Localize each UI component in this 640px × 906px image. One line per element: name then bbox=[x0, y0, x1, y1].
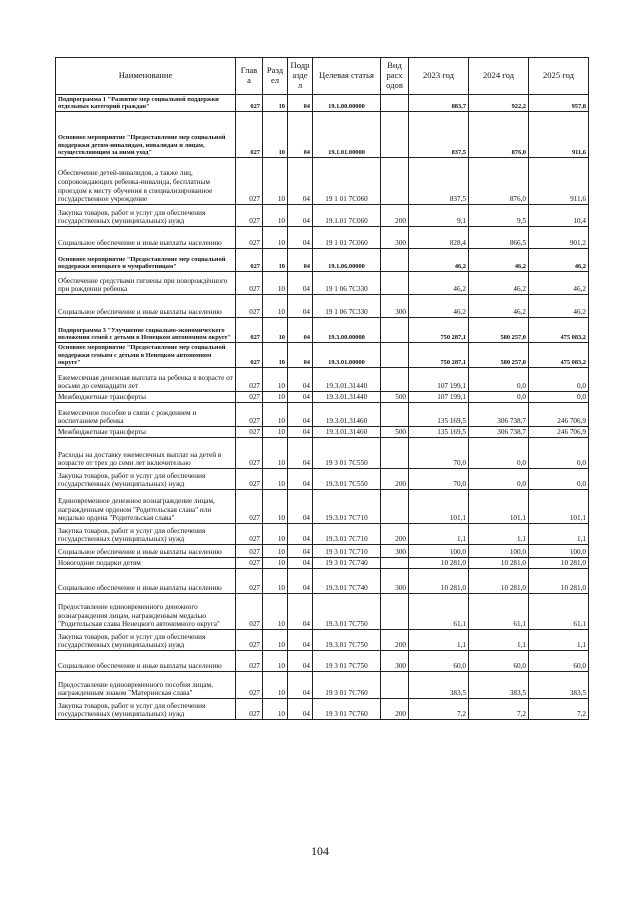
row-name: Подпрограмма 1 "Развитие мер социальной поддержки отдельных категорий граждан" bbox=[56, 95, 236, 112]
row-2025: 60,0 bbox=[529, 651, 589, 672]
row-razdel: 10 bbox=[263, 594, 288, 630]
row-2024: 306 738,7 bbox=[469, 427, 529, 438]
row-podrazdel: 04 bbox=[288, 438, 313, 469]
row-name: Ежемесячная денежная выплата на ребенка в возрасте от восьми до семнадцати лет bbox=[56, 368, 236, 392]
row-glava: 027 bbox=[236, 651, 263, 672]
row-glava: 027 bbox=[236, 403, 263, 427]
row-2025: 46,2 bbox=[529, 295, 589, 318]
row-2025: 7,2 bbox=[529, 699, 589, 720]
row-glava: 027 bbox=[236, 699, 263, 720]
row-vid bbox=[381, 403, 409, 427]
row-2025: 10,4 bbox=[529, 205, 589, 227]
row-target: 19.3.01.31460 bbox=[313, 427, 381, 438]
row-2023: 101,1 bbox=[409, 490, 469, 524]
table-row bbox=[56, 295, 589, 318]
header-razdel: Разд ел bbox=[263, 58, 288, 95]
row-2025: 0,0 bbox=[529, 392, 589, 403]
header-2023: 2023 год bbox=[409, 58, 469, 95]
budget-sheet bbox=[55, 57, 588, 720]
row-2025: 0,0 bbox=[529, 438, 589, 469]
row-podrazdel: 04 bbox=[288, 249, 313, 272]
row-2023: 10 281,0 bbox=[409, 569, 469, 594]
row-2025: 383,5 bbox=[529, 672, 589, 699]
row-glava: 027 bbox=[236, 594, 263, 630]
row-vid bbox=[381, 594, 409, 630]
table-row bbox=[56, 392, 589, 403]
row-vid bbox=[381, 343, 409, 368]
row-name: Социальное обеспечение и иные выплаты населению bbox=[56, 295, 236, 318]
row-2023: 70,0 bbox=[409, 438, 469, 469]
row-2024: 60,0 bbox=[469, 651, 529, 672]
row-podrazdel: 04 bbox=[288, 343, 313, 368]
row-glava: 027 bbox=[236, 427, 263, 438]
table-row bbox=[56, 95, 589, 112]
row-2025: 246 706,9 bbox=[529, 427, 589, 438]
row-2024: 0,0 bbox=[469, 368, 529, 392]
row-vid bbox=[381, 368, 409, 392]
row-target: 19.3.00.00000 bbox=[313, 318, 381, 343]
row-2024: 580 257,0 bbox=[469, 343, 529, 368]
row-glava: 027 bbox=[236, 368, 263, 392]
row-podrazdel: 04 bbox=[288, 318, 313, 343]
table-header-row bbox=[56, 58, 589, 95]
row-glava: 027 bbox=[236, 227, 263, 249]
row-target: 19.3.01 7С750 bbox=[313, 594, 381, 630]
row-name: Социальное обеспечение и иные выплаты населению bbox=[56, 569, 236, 594]
table-row bbox=[56, 158, 589, 205]
row-glava: 027 bbox=[236, 158, 263, 205]
row-name: Обеспечение детей-инвалидов, а также лиц, сопровождающих ребенка-инвалида, бесплатным проездом к месту обучения в специализированное государственное учреждение bbox=[56, 158, 236, 205]
row-target: 19.3.01 7С740 bbox=[313, 569, 381, 594]
row-razdel: 10 bbox=[263, 272, 288, 295]
row-vid bbox=[381, 438, 409, 469]
table-row bbox=[56, 227, 589, 249]
row-podrazdel: 04 bbox=[288, 672, 313, 699]
row-razdel: 10 bbox=[263, 392, 288, 403]
row-2024: 0,0 bbox=[469, 438, 529, 469]
row-2023: 883,7 bbox=[409, 95, 469, 112]
row-glava: 027 bbox=[236, 112, 263, 158]
row-2023: 828,4 bbox=[409, 227, 469, 249]
row-2024: 580 257,0 bbox=[469, 318, 529, 343]
header-podrazdel: Подр азде л bbox=[288, 58, 313, 95]
row-razdel: 10 bbox=[263, 438, 288, 469]
row-name: Основное мероприятие "Предоставление мер социальной поддержки семьям с детьми в Ненецком автономном округе" bbox=[56, 343, 236, 368]
row-name: Закупка товаров, работ и услуг для обеспечения государственных (муниципальных) нужд bbox=[56, 524, 236, 545]
row-2024: 46,2 bbox=[469, 295, 529, 318]
row-target: 19.3.01.00000 bbox=[313, 343, 381, 368]
row-2023: 46,2 bbox=[409, 295, 469, 318]
table-row bbox=[56, 558, 589, 569]
row-podrazdel: 04 bbox=[288, 205, 313, 227]
row-2024: 1,1 bbox=[469, 524, 529, 545]
row-razdel: 10 bbox=[263, 158, 288, 205]
row-target: 19 1 06 7С330 bbox=[313, 272, 381, 295]
table-row bbox=[56, 112, 589, 158]
row-podrazdel: 04 bbox=[288, 469, 313, 490]
row-razdel: 10 bbox=[263, 112, 288, 158]
row-name: Расходы на доставку ежемесячных выплат на детей в возрасте от трех до семи лет включительно bbox=[56, 438, 236, 469]
row-glava: 027 bbox=[236, 438, 263, 469]
row-2024: 7,2 bbox=[469, 699, 529, 720]
row-vid: 300 bbox=[381, 651, 409, 672]
row-vid: 200 bbox=[381, 205, 409, 227]
row-vid: 300 bbox=[381, 569, 409, 594]
table-row bbox=[56, 318, 589, 343]
row-target: 19 1 01 7С060 bbox=[313, 227, 381, 249]
row-vid: 200 bbox=[381, 524, 409, 545]
row-razdel: 10 bbox=[263, 343, 288, 368]
row-name: Социальное обеспечение и иные выплаты населению bbox=[56, 227, 236, 249]
row-razdel: 10 bbox=[263, 205, 288, 227]
header-target: Целевая статья bbox=[313, 58, 381, 95]
table-row bbox=[56, 594, 589, 630]
row-glava: 027 bbox=[236, 558, 263, 569]
row-2023: 383,5 bbox=[409, 672, 469, 699]
row-2023: 837,5 bbox=[409, 158, 469, 205]
row-name: Межбюджетные трансферты bbox=[56, 392, 236, 403]
row-podrazdel: 04 bbox=[288, 569, 313, 594]
table-row bbox=[56, 699, 589, 720]
row-glava: 027 bbox=[236, 205, 263, 227]
row-target: 19.3.01.31460 bbox=[313, 403, 381, 427]
row-glava: 027 bbox=[236, 630, 263, 651]
row-target: 19 3 01 7С760 bbox=[313, 672, 381, 699]
row-vid: 200 bbox=[381, 630, 409, 651]
row-razdel: 10 bbox=[263, 672, 288, 699]
row-razdel: 10 bbox=[263, 227, 288, 249]
table-row bbox=[56, 403, 589, 427]
row-vid: 500 bbox=[381, 392, 409, 403]
row-name: Закупка товаров, работ и услуг для обеспечения государственных (муниципальных) нужд bbox=[56, 469, 236, 490]
row-target: 19.1.01.00000 bbox=[313, 112, 381, 158]
row-2023: 46,2 bbox=[409, 249, 469, 272]
row-name: Закупка товаров, работ и услуг для обеспечения государственных (муниципальных) нужд bbox=[56, 699, 236, 720]
row-glava: 027 bbox=[236, 469, 263, 490]
row-razdel: 10 bbox=[263, 318, 288, 343]
row-2023: 7,2 bbox=[409, 699, 469, 720]
row-podrazdel: 04 bbox=[288, 651, 313, 672]
row-glava: 027 bbox=[236, 524, 263, 545]
row-target: 19 3 01 7С740 bbox=[313, 558, 381, 569]
row-target: 19 1 06 7С330 bbox=[313, 295, 381, 318]
row-2023: 100,0 bbox=[409, 545, 469, 558]
row-glava: 027 bbox=[236, 545, 263, 558]
table-row bbox=[56, 368, 589, 392]
row-name: Социальное обеспечение и иные выплаты населению bbox=[56, 545, 236, 558]
row-target: 19 3 01 7С750 bbox=[313, 651, 381, 672]
row-2025: 475 083,2 bbox=[529, 343, 589, 368]
page-number: 104 bbox=[311, 844, 329, 858]
row-target: 19.3.01.31440 bbox=[313, 392, 381, 403]
row-podrazdel: 04 bbox=[288, 295, 313, 318]
row-glava: 027 bbox=[236, 95, 263, 112]
row-podrazdel: 04 bbox=[288, 524, 313, 545]
row-name: Межбюджетные трансферты bbox=[56, 427, 236, 438]
row-2024: 876,0 bbox=[469, 158, 529, 205]
row-name: Закупка товаров, работ и услуг для обеспечения государственных (муниципальных) нужд bbox=[56, 205, 236, 227]
row-razdel: 10 bbox=[263, 699, 288, 720]
row-razdel: 10 bbox=[263, 368, 288, 392]
row-glava: 027 bbox=[236, 272, 263, 295]
row-name: Ежемесячное пособие в связи с рождением и воспитанием ребенка bbox=[56, 403, 236, 427]
row-glava: 027 bbox=[236, 392, 263, 403]
row-2025: 46,2 bbox=[529, 249, 589, 272]
row-glava: 027 bbox=[236, 490, 263, 524]
row-name: Обеспечение средствами гигиены при новорождённого при рождении ребенка bbox=[56, 272, 236, 295]
row-glava: 027 bbox=[236, 343, 263, 368]
table-row bbox=[56, 545, 589, 558]
row-2025: 101,1 bbox=[529, 490, 589, 524]
row-vid bbox=[381, 95, 409, 112]
row-podrazdel: 04 bbox=[288, 558, 313, 569]
row-podrazdel: 04 bbox=[288, 112, 313, 158]
row-razdel: 10 bbox=[263, 630, 288, 651]
row-2023: 107 199,1 bbox=[409, 368, 469, 392]
row-name: Социальное обеспечение и иные выплаты населению bbox=[56, 651, 236, 672]
row-2023: 135 169,5 bbox=[409, 427, 469, 438]
table-row bbox=[56, 524, 589, 545]
row-razdel: 10 bbox=[263, 569, 288, 594]
row-razdel: 10 bbox=[263, 295, 288, 318]
row-2024: 1,1 bbox=[469, 630, 529, 651]
row-podrazdel: 04 bbox=[288, 699, 313, 720]
row-vid bbox=[381, 112, 409, 158]
row-2024: 9,5 bbox=[469, 205, 529, 227]
row-podrazdel: 04 bbox=[288, 403, 313, 427]
row-vid bbox=[381, 272, 409, 295]
row-podrazdel: 04 bbox=[288, 227, 313, 249]
row-target: 19 3 01 7С760 bbox=[313, 699, 381, 720]
row-razdel: 10 bbox=[263, 524, 288, 545]
row-2023: 750 287,1 bbox=[409, 318, 469, 343]
row-name: Подпрограмма 3 "Улучшение социально-экономического положения семей с детьми в Ненецком автономном округе" bbox=[56, 318, 236, 343]
row-2024: 46,2 bbox=[469, 249, 529, 272]
row-glava: 027 bbox=[236, 249, 263, 272]
row-podrazdel: 04 bbox=[288, 490, 313, 524]
row-name: Новогодние подарки детям bbox=[56, 558, 236, 569]
row-razdel: 10 bbox=[263, 427, 288, 438]
row-target: 19 3 01 7С550 bbox=[313, 438, 381, 469]
row-razdel: 10 bbox=[263, 469, 288, 490]
row-name: Предоставление единовременного денежного вознаграждения лицам, награжденным медалью "Родительская слава Ненецкого автономного округа" bbox=[56, 594, 236, 630]
row-2025: 911,6 bbox=[529, 112, 589, 158]
row-2023: 750 287,1 bbox=[409, 343, 469, 368]
row-vid: 200 bbox=[381, 699, 409, 720]
row-2024: 101,1 bbox=[469, 490, 529, 524]
row-2025: 475 083,2 bbox=[529, 318, 589, 343]
row-2024: 876,0 bbox=[469, 112, 529, 158]
row-podrazdel: 04 bbox=[288, 158, 313, 205]
row-2025: 246 706,9 bbox=[529, 403, 589, 427]
row-2024: 922,2 bbox=[469, 95, 529, 112]
row-glava: 027 bbox=[236, 569, 263, 594]
table-row bbox=[56, 438, 589, 469]
row-vid bbox=[381, 672, 409, 699]
row-2023: 70,0 bbox=[409, 469, 469, 490]
row-2023: 46,2 bbox=[409, 272, 469, 295]
table-row bbox=[56, 630, 589, 651]
row-vid: 200 bbox=[381, 469, 409, 490]
table-row bbox=[56, 651, 589, 672]
row-2024: 306 738,7 bbox=[469, 403, 529, 427]
header-2025: 2025 год bbox=[529, 58, 589, 95]
table-row bbox=[56, 469, 589, 490]
row-target: 19.3.01 7С710 bbox=[313, 490, 381, 524]
table-row bbox=[56, 205, 589, 227]
row-2023: 61,1 bbox=[409, 594, 469, 630]
header-2024: 2024 год bbox=[469, 58, 529, 95]
row-2025: 1,1 bbox=[529, 524, 589, 545]
row-2024: 100,0 bbox=[469, 545, 529, 558]
row-2025: 10 281,0 bbox=[529, 569, 589, 594]
row-vid bbox=[381, 249, 409, 272]
row-2024: 10 281,0 bbox=[469, 558, 529, 569]
row-2023: 9,1 bbox=[409, 205, 469, 227]
row-2024: 46,2 bbox=[469, 272, 529, 295]
row-target: 19 3 01 7С710 bbox=[313, 545, 381, 558]
budget-table bbox=[55, 57, 589, 720]
row-2024: 866,5 bbox=[469, 227, 529, 249]
row-vid bbox=[381, 318, 409, 343]
row-2025: 901,2 bbox=[529, 227, 589, 249]
row-target: 19 1 01 7С060 bbox=[313, 158, 381, 205]
row-name: Закупка товаров, работ и услуг для обеспечения государственных (муниципальных) нужд bbox=[56, 630, 236, 651]
row-2025: 10 281,0 bbox=[529, 558, 589, 569]
row-podrazdel: 04 bbox=[288, 272, 313, 295]
row-vid bbox=[381, 490, 409, 524]
row-2023: 1,1 bbox=[409, 630, 469, 651]
row-podrazdel: 04 bbox=[288, 594, 313, 630]
row-2023: 1,1 bbox=[409, 524, 469, 545]
row-target: 19.1.06.00000 bbox=[313, 249, 381, 272]
row-razdel: 10 bbox=[263, 545, 288, 558]
table-row bbox=[56, 427, 589, 438]
row-target: 19.3.01.31440 bbox=[313, 368, 381, 392]
row-2024: 0,0 bbox=[469, 392, 529, 403]
row-podrazdel: 04 bbox=[288, 545, 313, 558]
row-2025: 0,0 bbox=[529, 368, 589, 392]
table-row bbox=[56, 672, 589, 699]
row-2025: 0,0 bbox=[529, 469, 589, 490]
row-2025: 100,0 bbox=[529, 545, 589, 558]
row-name: Основное мероприятие "Предоставление мер социальной поддержки детям-инвалидам, инвалидам и лицам, осуществляющим за ними уход" bbox=[56, 112, 236, 158]
row-2023: 107 199,1 bbox=[409, 392, 469, 403]
table-row bbox=[56, 343, 589, 368]
row-podrazdel: 04 bbox=[288, 630, 313, 651]
header-vid: Вид расх одов bbox=[381, 58, 409, 95]
row-glava: 027 bbox=[236, 318, 263, 343]
row-name: Предоставление единовременного пособия лицам, награжденным знаком "Материнская слава" bbox=[56, 672, 236, 699]
header-name: Наименование bbox=[56, 58, 236, 95]
row-vid: 500 bbox=[381, 427, 409, 438]
row-2024: 383,5 bbox=[469, 672, 529, 699]
row-2024: 61,1 bbox=[469, 594, 529, 630]
row-2025: 911,6 bbox=[529, 158, 589, 205]
row-name: Основное мероприятие "Предоставление мер социальной поддержки ненецкого и чумработницам" bbox=[56, 249, 236, 272]
table-row bbox=[56, 272, 589, 295]
row-target: 19.1.00.00000 bbox=[313, 95, 381, 112]
row-2025: 46,2 bbox=[529, 272, 589, 295]
row-vid: 300 bbox=[381, 545, 409, 558]
row-target: 19.1.01 7С060 bbox=[313, 205, 381, 227]
row-podrazdel: 04 bbox=[288, 427, 313, 438]
row-vid: 300 bbox=[381, 227, 409, 249]
table-row bbox=[56, 569, 589, 594]
row-razdel: 10 bbox=[263, 490, 288, 524]
row-name: Единовременное денежное вознаграждение лицам, награжденным орденом "Родительская слава" или медалью ордена "Родительская слава" bbox=[56, 490, 236, 524]
row-podrazdel: 04 bbox=[288, 392, 313, 403]
row-target: 19.3.01 7С550 bbox=[313, 469, 381, 490]
row-2025: 1,1 bbox=[529, 630, 589, 651]
row-vid bbox=[381, 158, 409, 205]
row-2023: 135 169,5 bbox=[409, 403, 469, 427]
row-podrazdel: 04 bbox=[288, 368, 313, 392]
row-2023: 60,0 bbox=[409, 651, 469, 672]
row-razdel: 10 bbox=[263, 249, 288, 272]
row-2023: 837,5 bbox=[409, 112, 469, 158]
row-razdel: 10 bbox=[263, 651, 288, 672]
row-razdel: 10 bbox=[263, 558, 288, 569]
row-vid: 300 bbox=[381, 295, 409, 318]
header-glava: Глав а bbox=[236, 58, 263, 95]
table-row bbox=[56, 490, 589, 524]
row-razdel: 10 bbox=[263, 403, 288, 427]
row-2024: 0,0 bbox=[469, 469, 529, 490]
row-2024: 10 281,0 bbox=[469, 569, 529, 594]
row-razdel: 10 bbox=[263, 95, 288, 112]
row-glava: 027 bbox=[236, 672, 263, 699]
row-2023: 10 281,0 bbox=[409, 558, 469, 569]
row-target: 19.3.01 7С710 bbox=[313, 524, 381, 545]
row-target: 19.3.01 7С750 bbox=[313, 630, 381, 651]
row-2025: 957,8 bbox=[529, 95, 589, 112]
row-podrazdel: 04 bbox=[288, 95, 313, 112]
row-2025: 61,1 bbox=[529, 594, 589, 630]
row-vid bbox=[381, 558, 409, 569]
table-row bbox=[56, 249, 589, 272]
row-glava: 027 bbox=[236, 295, 263, 318]
